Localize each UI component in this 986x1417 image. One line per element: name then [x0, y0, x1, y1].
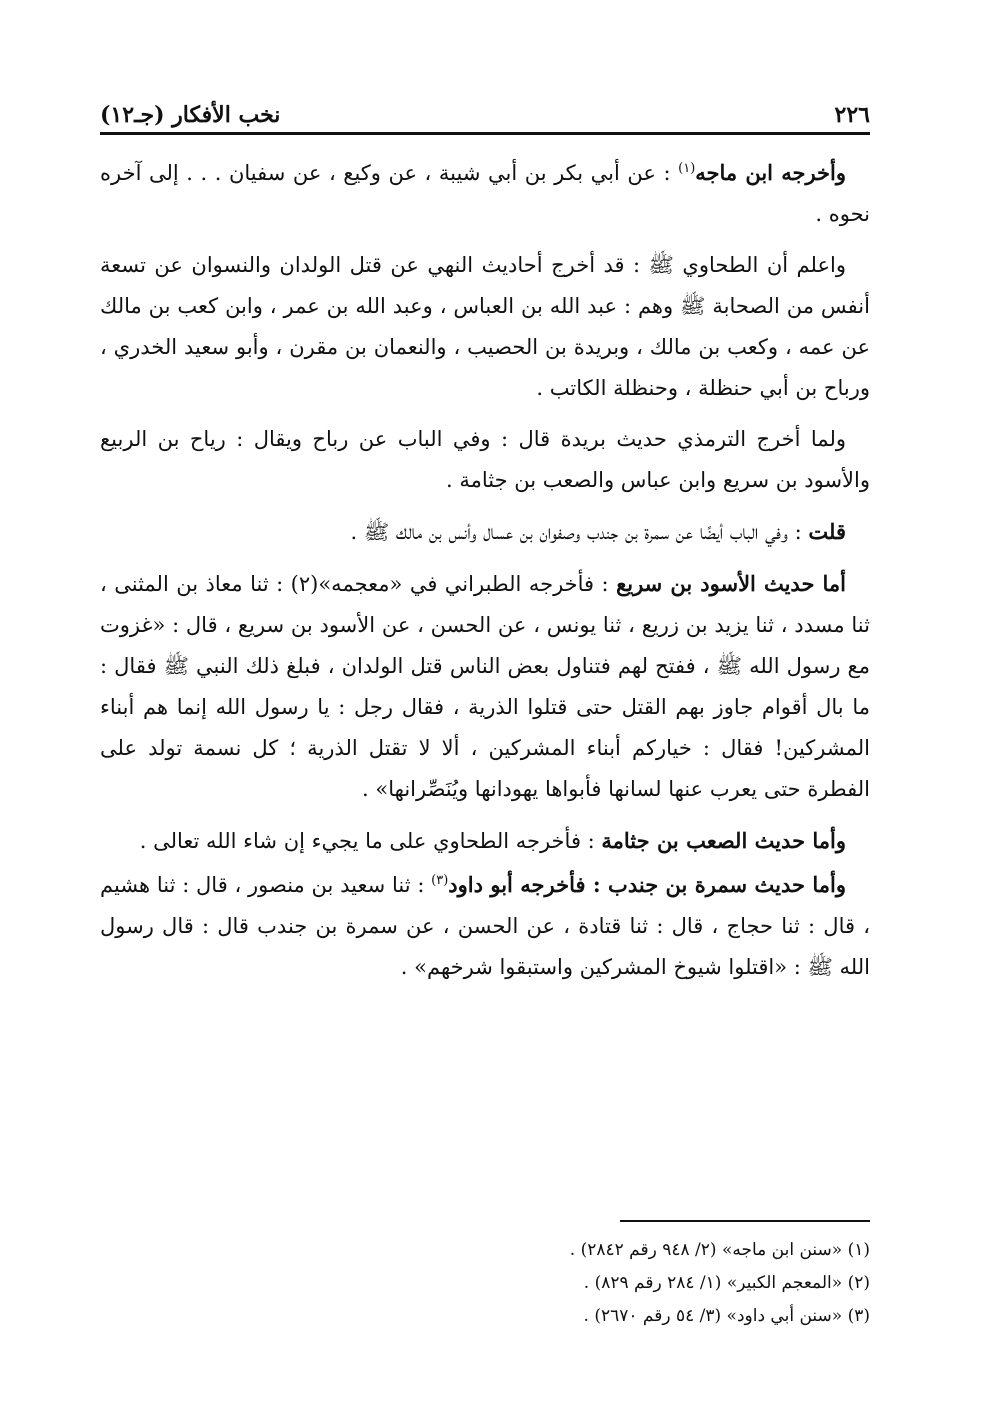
paragraph-text: : عن أبي بكر بن أبي شيبة ، عن وكيع ، عن سفيان . . . إلى آخره نحوه . [100, 161, 870, 226]
paragraph-lead: وأما حديث سمرة بن جندب : فأخرجه أبو داود [448, 872, 846, 897]
footnote-item: (٣) «سنن أبي داود» (٣/ ٥٤ رقم ٢٦٧٠) . [583, 1306, 870, 1326]
paragraph-lead: وأخرجه ابن ماجه [695, 160, 846, 185]
paragraph [100, 820, 870, 862]
paragraph [100, 245, 870, 409]
paragraph-text: واعلم أن الطحاوي ﷺ : قد أخرج أحاديث النهي عن قتل الولدان والنسوان عن تسعة أنفس من الصحابة ﷺ وهم : عبد الله بن العباس ، وعبد الله بن عمر ، وابن كعب بن مالك عن عمه ، وكعب بن مالك ، وبريدة بن الحصيب ، والنعمان بن مقرن ، وأبو سعيد الخدري ، ورباح بن أبي حنظلة ، وحنظلة الكاتب . [100, 253, 870, 400]
footnote-item: (٢) «المعجم الكبير» (١/ ٢٨٤ رقم ٨٢٩) . [583, 1273, 870, 1293]
paragraph-lead: قلت [808, 519, 846, 544]
book-title: نخب الأفكار (جـ١٢) [100, 102, 281, 128]
paragraph [100, 419, 870, 501]
footnote-item: (١) «سنن ابن ماجه» (٢/ ٩٤٨ رقم ٢٨٤٢) . [569, 1240, 870, 1260]
paragraph-text: : فأخرجه الطحاوي على ما يجيء إن شاء الله تعالى . [139, 829, 602, 853]
page-header [100, 92, 870, 128]
paragraph-lead: وأما حديث الصعب بن جثامة [601, 828, 846, 853]
paragraph-text: : فأخرجه الطبراني في «معجمه»(٢) : ثنا معاذ بن المثنى ، ثنا مسدد ، ثنا يزيد بن زريع ، ثنا يونس ، عن الحسن ، عن الأسود بن سريع ، قال : «غزوت مع رسول الله ﷺ ، ففتح لهم فتناول بعض الناس قتل الولدان ، فبلغ ذلك النبي ﷺ فقال : ما بال أقوام جاوز بهم القتل حتى قتلوا الذرية ، فقال رجل : يا رسول الله إنما هم أبناء المشركين! فقال : خياركم أبناء المشركين ، ألا لا تقتل الذرية ؛ كل نسمة تولد على الفطرة حتى يعرب عنها لسانها فأبواها يهودانها ويُنَصِّرانها» . [100, 572, 870, 801]
footnote-divider [620, 1220, 870, 1222]
header-divider [100, 132, 870, 135]
paragraph-text: : وفي الباب أيضًا عن سمرة بن جندب وصفوان بن عسال وأنس بن مالك ﷺ . [350, 520, 809, 544]
footnote-marker: (١) [678, 161, 696, 176]
paragraph [100, 511, 870, 553]
paragraph-text: : ثنا سعيد بن منصور ، قال : ثنا هشيم ، قال : ثنا حجاج ، قال : ثنا قتادة ، عن الحسن ، عن سمرة بن جندب قال : قال رسول الله ﷺ : «اقتلوا شيوخ المشركين واستبقوا شرخهم» . [100, 873, 870, 979]
page-number: ٢٢٦ [834, 102, 870, 128]
paragraph-text: ولما أخرج الترمذي حديث بريدة قال : وفي الباب عن رباح ويقال : رياح بن الربيع والأسود بن سريع وابن عباس والصعب بن جثامة . [100, 427, 870, 492]
paragraph [100, 152, 870, 235]
paragraph-lead: أما حديث الأسود بن سريع [616, 571, 847, 596]
main-text [100, 152, 870, 998]
footnotes [100, 1234, 870, 1333]
paragraph [100, 864, 870, 988]
footnote-marker: (٣) [431, 873, 449, 888]
paragraph [100, 563, 870, 810]
